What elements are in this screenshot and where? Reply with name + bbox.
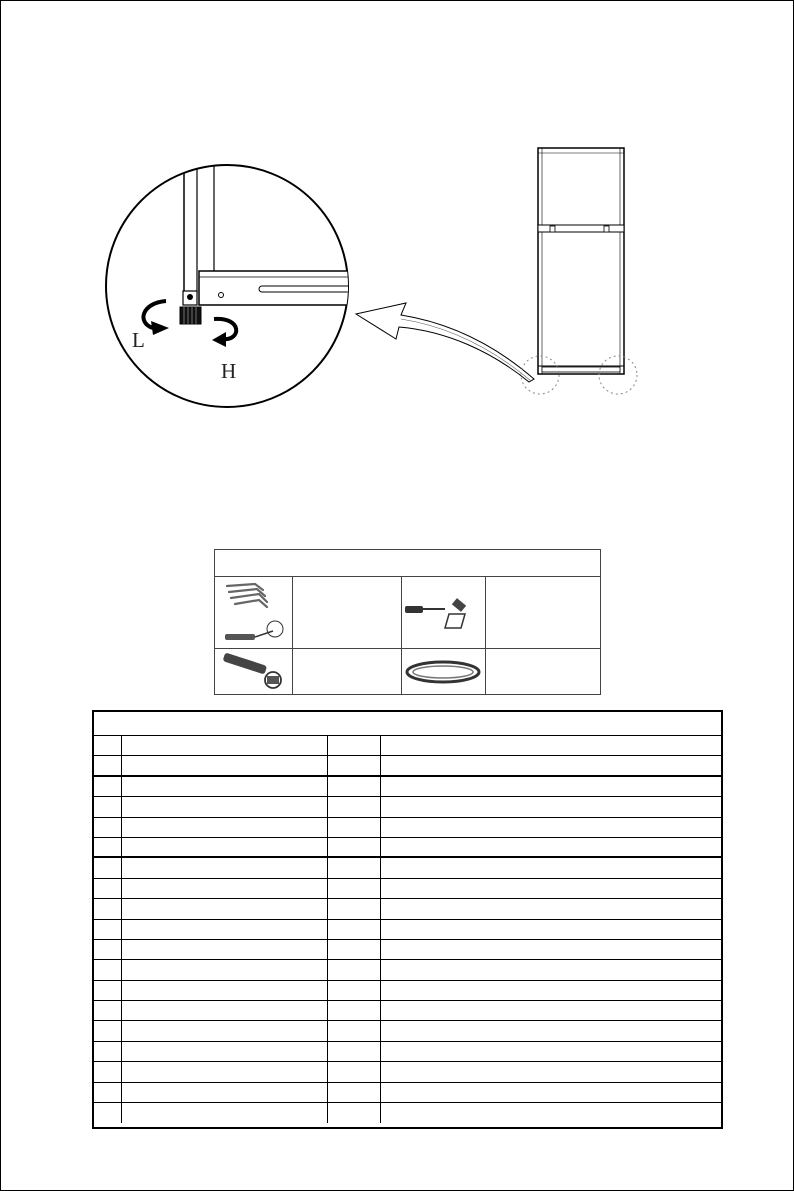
table-row: [94, 756, 721, 776]
table-cell: [328, 1062, 381, 1081]
table-row: [94, 797, 721, 817]
table-cell: [94, 940, 122, 959]
pointer-arrow-icon: [356, 303, 534, 382]
table-cell: [381, 960, 721, 979]
table-cell: [381, 838, 721, 856]
table-cell: [381, 1062, 721, 1081]
table-cell: [328, 777, 381, 796]
table-row: [94, 899, 721, 919]
table-cell: [381, 899, 721, 918]
table-cell: [94, 797, 122, 816]
table-cell: [328, 879, 381, 898]
table-cell: [94, 818, 122, 837]
table-cell: [94, 879, 122, 898]
table-cell: [328, 858, 381, 877]
table-cell: [381, 736, 721, 755]
tool-name-3: [292, 648, 401, 695]
table-cell: [381, 1042, 721, 1061]
table-cell: [122, 838, 328, 856]
table-cell: [122, 818, 328, 837]
table-cell: [328, 818, 381, 837]
table-row: [94, 940, 721, 960]
table-cell: [122, 940, 328, 959]
table-cell: [94, 736, 122, 755]
table-cell: [94, 960, 122, 979]
parts-table-title: [94, 712, 721, 736]
table-row: [94, 1001, 721, 1021]
table-cell: [381, 920, 721, 939]
hex-key-set-icon: [215, 576, 292, 648]
label-low: L: [132, 328, 145, 352]
table-cell: [122, 777, 328, 796]
table-cell: [94, 1021, 122, 1040]
table-row: [94, 736, 721, 756]
leveling-foot: [180, 307, 201, 324]
table-row: [94, 1042, 721, 1062]
table-cell: [122, 1021, 328, 1040]
table-cell: [328, 1083, 381, 1102]
table-cell: [381, 1021, 721, 1040]
tool-image-2: [401, 576, 485, 648]
table-cell: [328, 981, 381, 1000]
table-cell: [381, 1083, 721, 1102]
table-cell: [94, 899, 122, 918]
table-row: [94, 981, 721, 1001]
table-cell: [328, 838, 381, 856]
table-cell: [94, 1103, 122, 1123]
table-cell: [381, 940, 721, 959]
table-cell: [328, 797, 381, 816]
table-cell: [94, 756, 122, 774]
table-cell: [381, 756, 721, 774]
table-cell: [94, 1042, 122, 1061]
tool-name-4: [485, 648, 602, 695]
table-cell: [94, 838, 122, 856]
tools-table: [214, 549, 601, 695]
table-cell: [122, 960, 328, 979]
table-cell: [122, 1062, 328, 1081]
table-cell: [122, 736, 328, 755]
tool-image-3: [215, 648, 292, 695]
table-cell: [328, 960, 381, 979]
tools-table-title: [215, 550, 600, 577]
table-cell: [94, 981, 122, 1000]
table-cell: [94, 920, 122, 939]
table-cell: [381, 858, 721, 877]
table-cell: [381, 818, 721, 837]
table-row: [94, 1062, 721, 1082]
table-cell: [122, 1103, 328, 1123]
label-high: H: [221, 359, 237, 383]
table-cell: [328, 756, 381, 774]
parts-table: [92, 710, 723, 1129]
table-cell: [328, 1001, 381, 1020]
table-cell: [122, 1042, 328, 1061]
table-cell: [94, 1062, 122, 1081]
table-cell: [94, 1001, 122, 1020]
table-cell: [381, 777, 721, 796]
table-cell: [328, 1042, 381, 1061]
table-cell: [122, 899, 328, 918]
tool-image-4: [401, 648, 485, 695]
table-cell: [381, 879, 721, 898]
table-cell: [328, 1021, 381, 1040]
table-row: [94, 960, 721, 980]
table-cell: [328, 1103, 381, 1123]
table-cell: [122, 797, 328, 816]
table-cell: [94, 777, 122, 796]
refrigerator-drawing: [538, 148, 624, 374]
table-cell: [328, 899, 381, 918]
table-cell: [122, 981, 328, 1000]
tool-name-1: [292, 576, 401, 648]
table-cell: [94, 1083, 122, 1102]
table-row: [94, 818, 721, 838]
table-row: [94, 920, 721, 940]
table-cell: [381, 981, 721, 1000]
wrench-icon: [215, 648, 292, 695]
table-cell: [328, 736, 381, 755]
screwdriver-putty-knife-icon: [401, 576, 485, 648]
table-cell: [122, 879, 328, 898]
tool-name-2: [485, 576, 602, 648]
table-cell: [328, 920, 381, 939]
table-cell: [122, 1083, 328, 1102]
table-row: [94, 1083, 721, 1103]
table-cell: [122, 858, 328, 877]
table-row: [94, 1021, 721, 1041]
table-cell: [122, 920, 328, 939]
table-cell: [94, 858, 122, 877]
table-cell: [381, 1001, 721, 1020]
table-cell: [328, 940, 381, 959]
table-row: [94, 1103, 721, 1123]
table-row: [94, 858, 721, 878]
leveling-foot-illustration: [1, 1, 794, 421]
table-row: [94, 879, 721, 899]
table-row: [94, 838, 721, 858]
table-cell: [122, 756, 328, 774]
tool-image-1: [215, 576, 292, 648]
tape-measure-icon: [401, 648, 485, 695]
table-cell: [381, 1103, 721, 1123]
parts-table-body: [94, 736, 721, 1123]
table-cell: [122, 1001, 328, 1020]
table-row: [94, 777, 721, 797]
table-cell: [381, 797, 721, 816]
